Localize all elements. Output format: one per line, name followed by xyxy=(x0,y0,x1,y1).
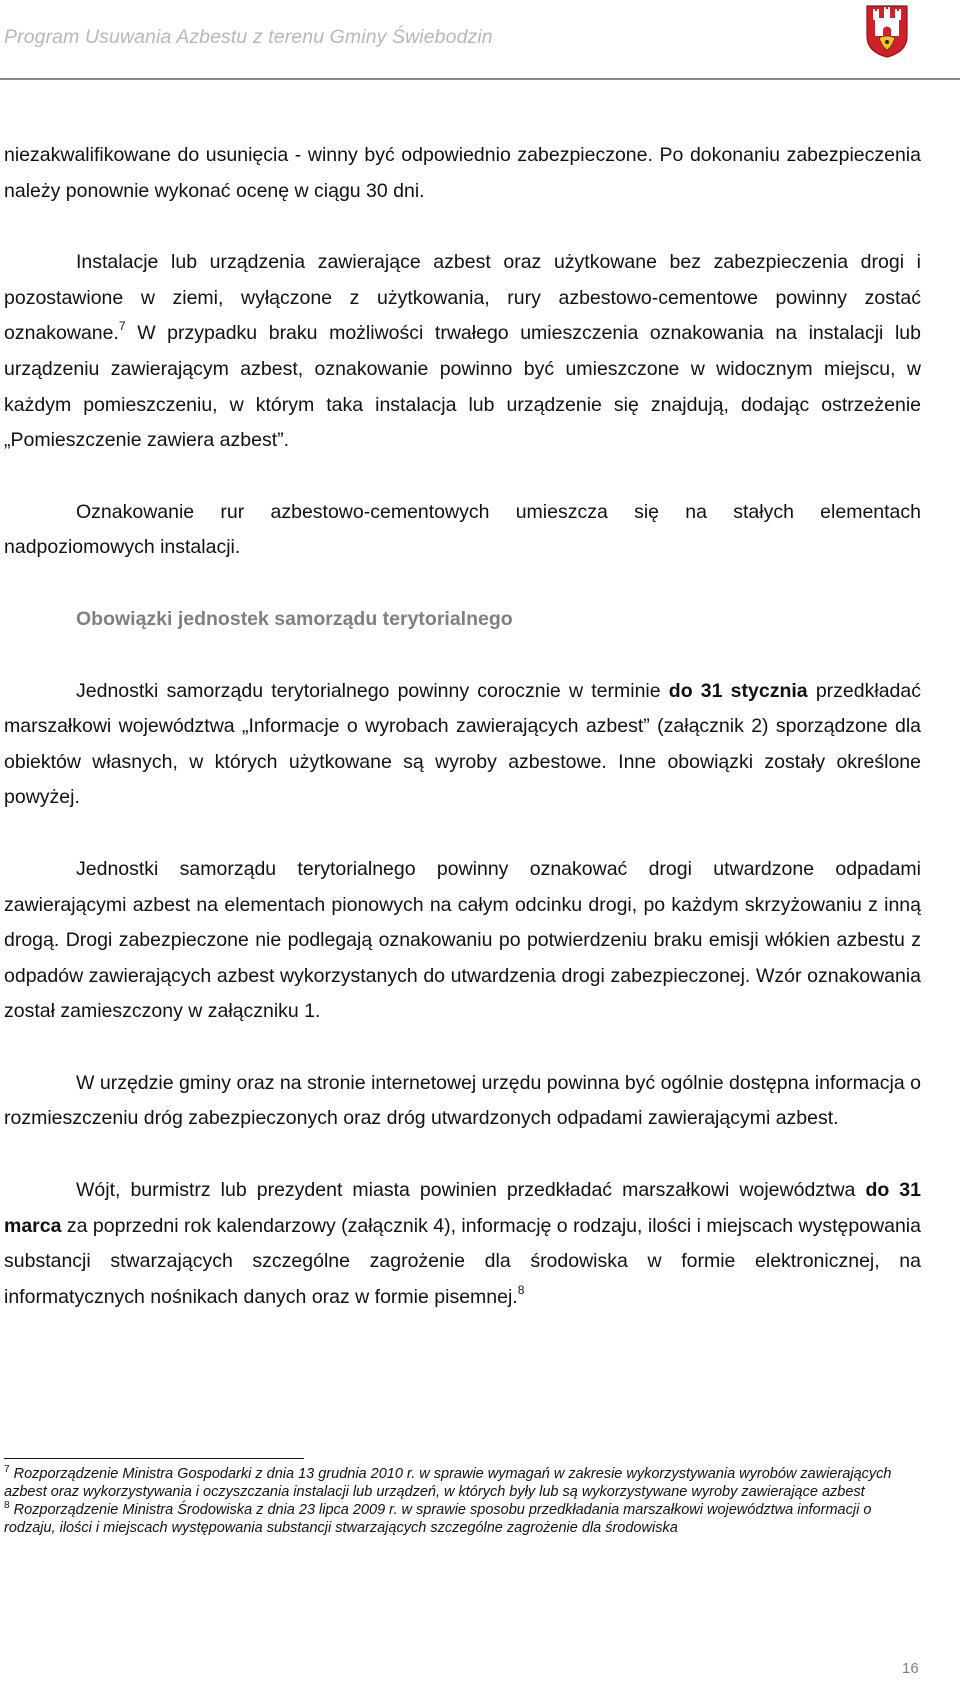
footnote-text: Rozporządzenie Ministra Środowiska z dnia 23 lipca 2009 r. w sprawie sposobu przedkładania marszałkowi województwa informacji o rodzaju, ilości i miejscach występowania substancji stwarzających szczególne zagrożenie dla środowiska xyxy=(4,1502,872,1536)
paragraph-4-text-a: Jednostki samorządu terytorialnego powinny corocznie w terminie xyxy=(76,679,669,702)
footnote-text: Rozporządzenie Ministra Gospodarki z dnia 13 grudnia 2010 r. w sprawie wymagań w zakresie wykorzystywania wyrobów zawierających azbest oraz wykorzystywania i oczyszczania instalacji lub urządzeń, w których były lub są wykorzystywane wyroby zawierające azbest xyxy=(4,1466,892,1500)
deadline-march: do 31 marca xyxy=(4,1179,921,1237)
page-header xyxy=(0,0,960,82)
paragraph-3: Oznakowanie rur azbestowo-cementowych umieszcza się na stałych elementach nadpoziomowych instalacji. xyxy=(4,500,921,559)
page-number: 16 xyxy=(902,1660,919,1677)
paragraph-4 xyxy=(4,674,921,816)
footnotes xyxy=(4,1465,921,1537)
paragraph-7 xyxy=(4,1173,921,1315)
footnote-number: 8 xyxy=(4,1500,10,1511)
footnote-number: 7 xyxy=(4,1464,10,1475)
footnote-ref-8: 8 xyxy=(517,1282,525,1297)
footnote-8 xyxy=(4,1501,921,1537)
deadline-january: do 31 stycznia xyxy=(668,679,808,702)
section-heading: Obowiązki jednostek samorządu terytorialnego xyxy=(76,607,513,630)
footnote-ref-7: 7 xyxy=(118,319,126,334)
paragraph-7-text-b: za poprzedni rok kalendarzowy (załącznik 4), informację o rodzaju, ilości i miejscach występowania substancji stwarzających szczególne zagrożenie dla środowiska w formie elektronicznej, na informatycznych nośnikach danych oraz w formie pisemnej. xyxy=(4,1214,921,1308)
paragraph-2-text-a: Instalacje lub urządzenia zawierające azbest oraz użytkowane bez zabezpieczenia drogi i pozostawione w ziemi, wyłączone z użytkowania, rury azbestowo-cementowe powinny zostać oznakowane. xyxy=(4,251,921,345)
header-divider xyxy=(0,78,960,80)
paragraph-6: W urzędzie gminy oraz na stronie internetowej urzędu powinna być ogólnie dostępna informacja o rozmieszczeniu dróg zabezpieczonych oraz dróg utwardzonych odpadami zawierającymi azbest. xyxy=(4,1071,921,1130)
paragraph-4-text-b: przedkładać marszałkowi województwa „Informacje o wyrobach zawierających azbest” (załącznik 2) sporządzone dla obiektów własnych, w których użytkowane są wyroby azbestowe. Inne obowiązki zostały określone powyżej. xyxy=(4,679,921,809)
footnote-7 xyxy=(4,1465,921,1501)
paragraph-2 xyxy=(4,245,921,459)
coat-of-arms-icon xyxy=(865,2,909,58)
paragraph-5: Jednostki samorządu terytorialnego powinny oznakować drogi utwardzone odpadami zawierającymi azbest na elementach pionowych na całym odcinku drogi, po każdym skrzyżowaniu z inną drogą. Drogi zabezpieczone nie podlegają oznakowaniu po potwierdzeniu braku emisji włókien azbestu z odpadów zawierających azbest wykorzystanych do utwardzenia drogi zabezpieczonej. Wzór oznakowania został zamieszczony w załączniku 1. xyxy=(4,857,921,1023)
document-title: Program Usuwania Azbestu z terenu Gminy Świebodzin xyxy=(4,26,493,48)
paragraph-1: niezakwalifikowane do usunięcia - winny być odpowiednio zabezpieczone. Po dokonaniu zabezpieczenia należy ponownie wykonać ocenę w ciągu 30 dni. xyxy=(4,144,921,202)
document-body xyxy=(4,138,921,1315)
footnote-separator xyxy=(4,1458,304,1459)
paragraph-7-text-a: Wójt, burmistrz lub prezydent miasta powinien przedkładać marszałkowi województwa xyxy=(76,1179,866,1202)
paragraph-2-text-b: W przypadku braku możliwości trwałego umieszczenia oznakowania na instalacji lub urządzeniu zawierającym azbest, oznakowanie powinno być umieszczone w widocznym miejscu, w każdym pomieszczeniu, w którym taka instalacja lub urządzenie się znajdują, dodając ostrzeżenie „Pomieszczenie zawiera azbest”. xyxy=(4,322,921,452)
